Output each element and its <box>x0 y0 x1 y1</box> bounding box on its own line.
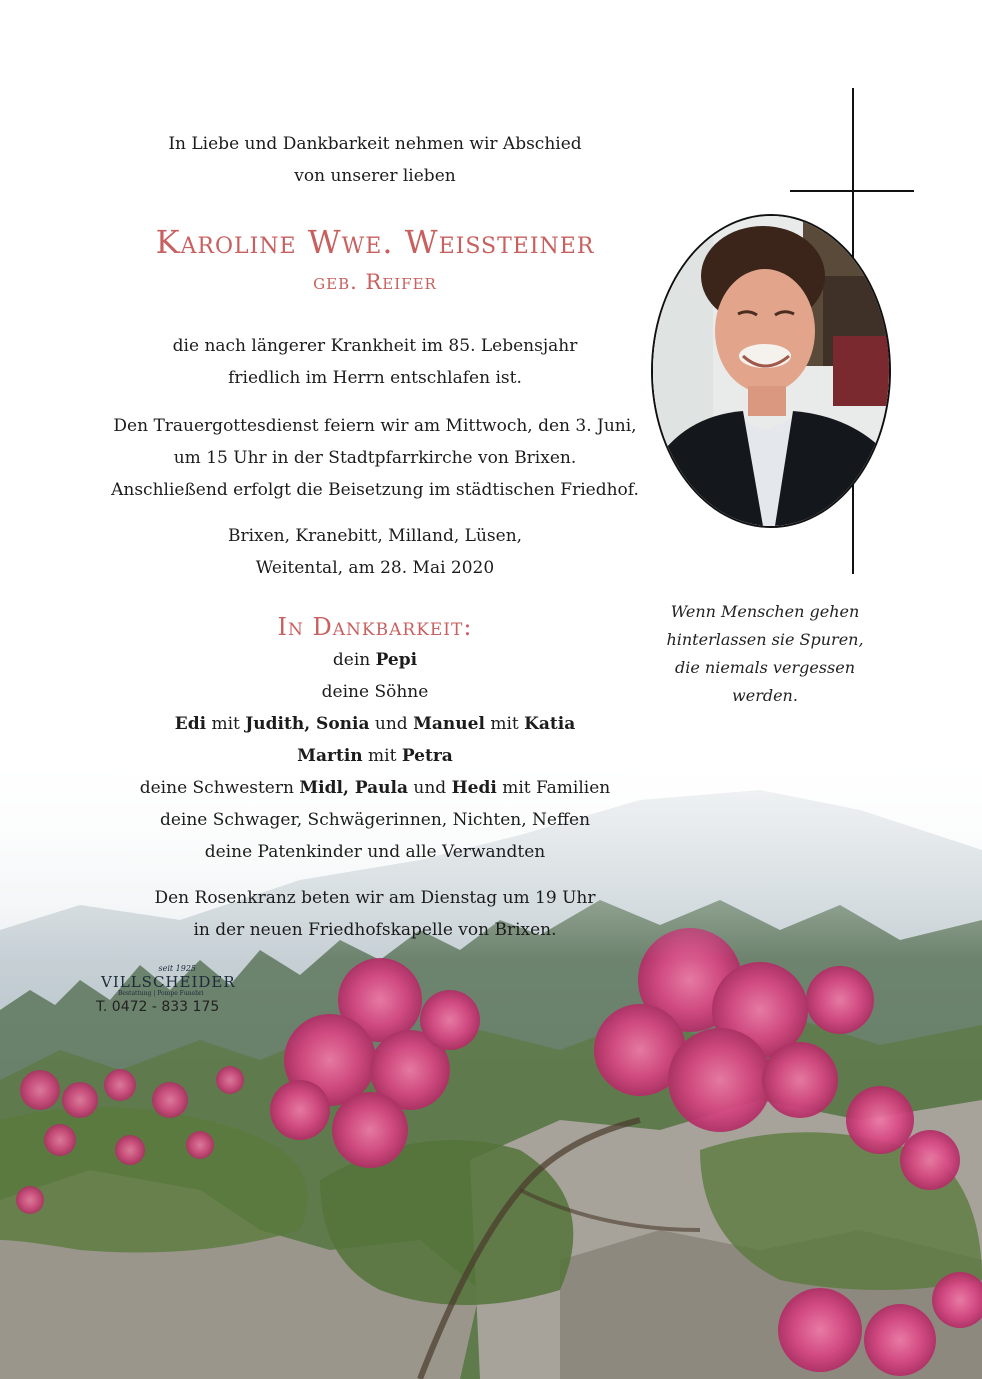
family-person: Martin <box>297 746 363 766</box>
deceased-name: Karoline Wwe. Weissteiner <box>155 223 595 261</box>
place-date-text <box>90 520 660 584</box>
family-person: Midl, Paula <box>299 778 408 798</box>
cross-horizontal-bar <box>790 190 914 192</box>
funeral-home-logo <box>96 964 236 1016</box>
family-text: mit <box>206 714 246 734</box>
birth-name: geb. Reifer <box>313 270 437 294</box>
portrait-illustration <box>653 216 889 526</box>
logo-since: seit 1925 <box>158 964 196 973</box>
passing-line-2: friedlich im Herrn entschlafen ist. <box>228 368 522 388</box>
service-text <box>90 410 660 506</box>
family-line-3 <box>90 708 660 740</box>
quote-line-3: die niemals vergessen werden. <box>675 658 855 705</box>
family-text: dein <box>332 650 376 670</box>
memorial-quote <box>640 598 890 710</box>
quote-line-2: hinterlassen sie Spuren, <box>666 630 864 649</box>
rosary-line-1: Den Rosenkranz beten wir am Dienstag um 19 Uhr <box>154 888 596 908</box>
family-line-1 <box>90 644 660 676</box>
rosary-line-2: in der neuen Friedhofskapelle von Brixen. <box>193 920 557 940</box>
logo-subtitle: Bestattung | Pompe Funebri <box>118 990 204 997</box>
family-line-6: deine Schwager, Schwägerinnen, Nichten, Neffen <box>159 810 591 830</box>
quote-line-1: Wenn Menschen gehen <box>670 602 860 621</box>
family-text: und <box>369 714 414 734</box>
family-text: und <box>408 778 452 798</box>
family-text: mit <box>484 714 525 734</box>
logo-brand: VILLSCHEIDER <box>101 973 236 991</box>
place-line-1: Brixen, Kranebitt, Milland, Lüsen, <box>227 526 523 546</box>
intro-line-2: von unserer lieben <box>294 166 456 186</box>
family-line-7: deine Patenkinder und alle Verwandten <box>204 842 546 862</box>
family-line-4 <box>90 740 660 772</box>
portrait-photo <box>651 214 891 528</box>
family-person: Katia <box>524 714 576 734</box>
intro-line-1: In Liebe und Dankbarkeit nehmen wir Abschied <box>168 134 582 154</box>
logo-phone: T. 0472 - 833 175 <box>96 999 220 1015</box>
service-line-3: Anschließend erfolgt die Beisetzung im städtischen Friedhof. <box>111 480 639 500</box>
family-text: mit <box>362 746 402 766</box>
place-line-2: Weitental, am 28. Mai 2020 <box>255 558 495 578</box>
service-line-2: um 15 Uhr in der Stadtpfarrkirche von Brixen. <box>173 448 577 468</box>
family-person: Petra <box>401 746 453 766</box>
passing-text <box>90 330 660 394</box>
family-list <box>90 644 660 868</box>
family-person: Pepi <box>375 650 418 670</box>
family-person: Manuel <box>413 714 485 734</box>
passing-line-1: die nach längerer Krankheit im 85. Lebensjahr <box>172 336 578 356</box>
service-line-1: Den Trauergottesdienst feiern wir am Mittwoch, den 3. Juni, <box>113 416 637 436</box>
intro-text <box>90 128 660 192</box>
thanks-heading: In Dankbarkeit: <box>277 613 473 641</box>
family-person: Edi <box>174 714 207 734</box>
rosary-text <box>90 882 660 946</box>
family-line-2: deine Söhne <box>321 682 429 702</box>
family-person: Judith, Sonia <box>245 714 370 734</box>
family-line-5 <box>90 772 660 804</box>
family-text: deine Schwestern <box>139 778 300 798</box>
family-person: Hedi <box>451 778 497 798</box>
family-text: mit Familien <box>496 778 611 798</box>
